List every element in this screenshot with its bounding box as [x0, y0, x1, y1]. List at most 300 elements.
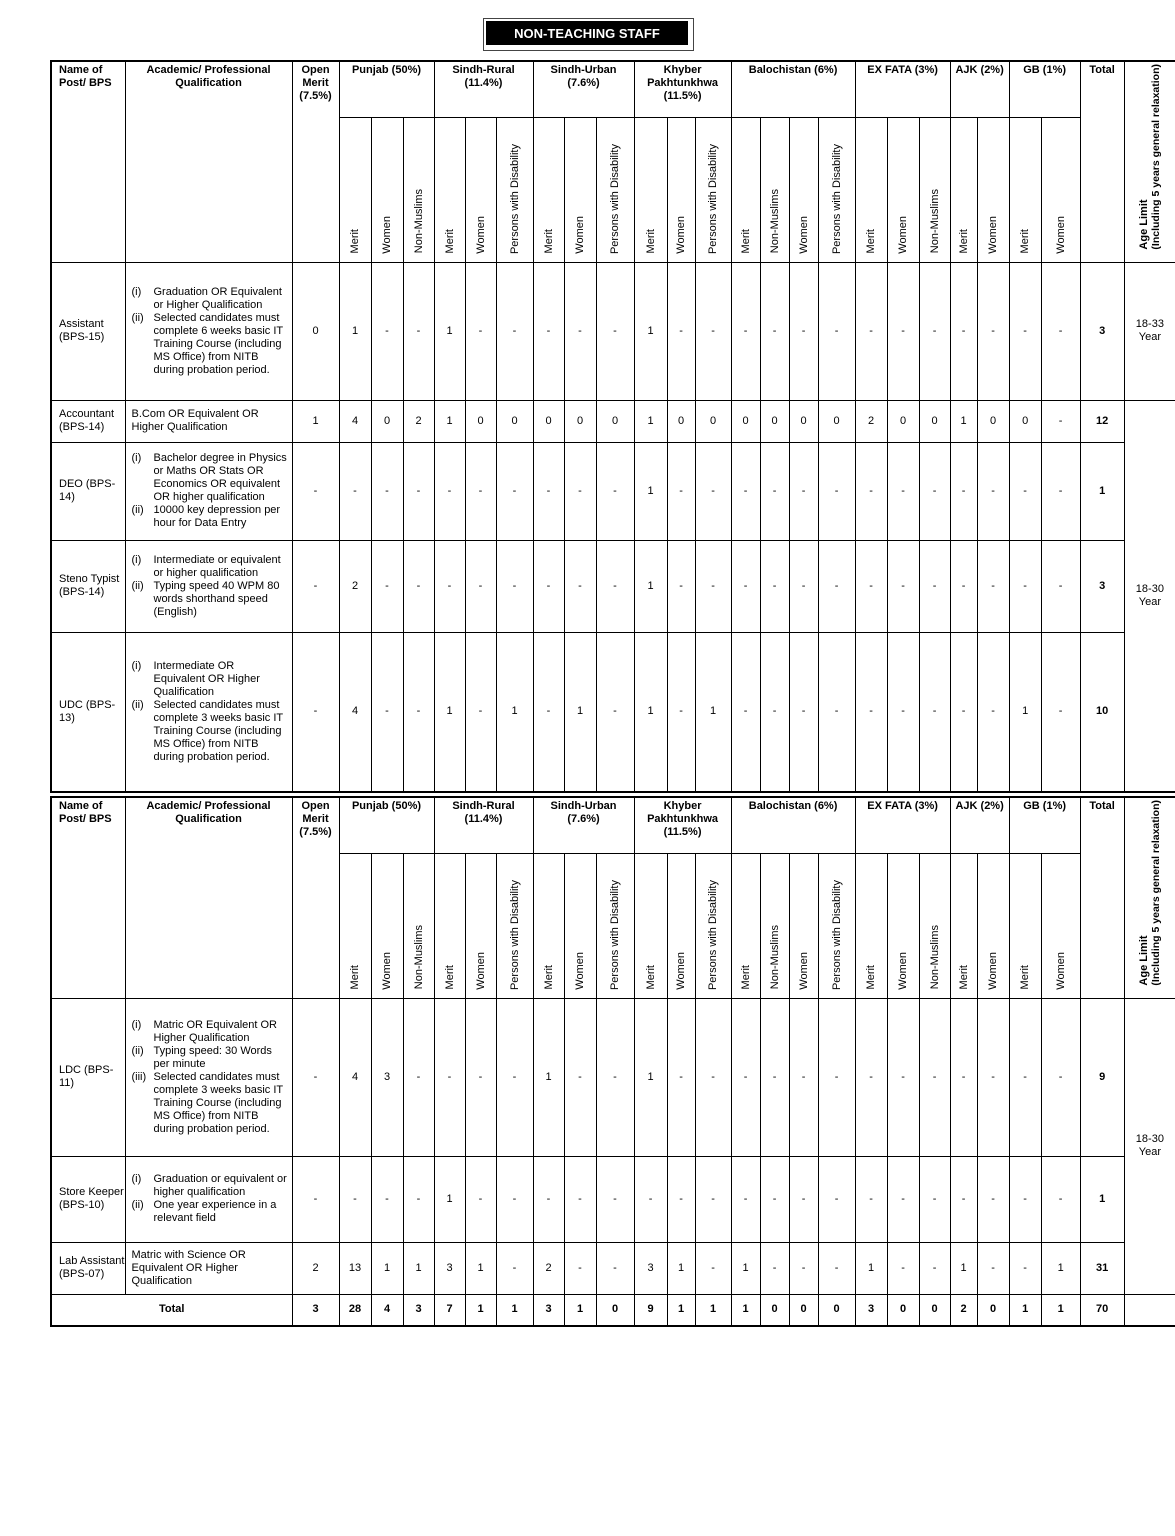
quota-value: -: [1041, 998, 1080, 1156]
quota-value: -: [919, 442, 950, 540]
quota-value: -: [919, 998, 950, 1156]
subcolumn-label: Women: [897, 951, 910, 990]
qualification-cell: [125, 632, 292, 792]
header-sub-5-0: [855, 853, 887, 998]
quota-value: -: [855, 632, 887, 792]
quota-value: -: [1009, 442, 1041, 540]
qualification-number: (ii): [131, 311, 144, 324]
quota-value: -: [887, 632, 919, 792]
quota-value: -: [731, 262, 760, 400]
quota-value: -: [667, 632, 695, 792]
subcolumn-label: Women: [675, 215, 688, 254]
header-open-merit: Open Merit (7.5%): [292, 61, 339, 262]
table-row: [51, 540, 1175, 632]
subcolumn-label: Women: [1054, 215, 1067, 254]
qualification-item: [132, 554, 288, 580]
quota-value: -: [496, 262, 533, 400]
quota-value: -: [855, 1156, 887, 1242]
quota-value: -: [1009, 998, 1041, 1156]
quota-value: 1: [634, 442, 667, 540]
header-sub-0-2: [403, 117, 434, 262]
subcolumn-label: Women: [474, 215, 487, 254]
quota-value: 0: [760, 400, 789, 442]
quota-value: -: [434, 442, 465, 540]
quota-value: -: [596, 442, 634, 540]
qualification-number: (i): [131, 452, 142, 465]
qualification-cell: Matric with Science OR Equivalent OR Higher Qualification: [125, 1242, 292, 1294]
age-limit-value: 18-33 Year: [1124, 262, 1175, 400]
row-total: 9: [1080, 998, 1124, 1156]
qualification-item: [132, 1199, 288, 1225]
post-name: Store Keeper (BPS-10): [51, 1156, 125, 1242]
qualification-text: Selected candidates must complete 6 weeks basic IT Training Course (including MS Office) from NITB during probation period.: [153, 311, 283, 376]
age-limit-value: 18-30 Year: [1124, 998, 1175, 1294]
qualification-item: [132, 504, 288, 530]
quota-value: -: [950, 540, 977, 632]
qualification-item: [132, 452, 288, 504]
qualification-number: (iii): [131, 1070, 147, 1083]
quota-value: -: [855, 262, 887, 400]
quota-value: -: [533, 632, 564, 792]
header-sub-0-1: [371, 853, 403, 998]
quota-value: -: [403, 540, 434, 632]
quota-value: -: [887, 1156, 919, 1242]
quota-value: 1: [434, 262, 465, 400]
row-total: 3: [1080, 262, 1124, 400]
subcolumn-label: Non-Muslims: [412, 925, 425, 990]
header-sub-5-0: [855, 117, 887, 262]
qualification-number: (ii): [131, 1199, 144, 1212]
header-sub-5-1: [887, 117, 919, 262]
post-name: Steno Typist (BPS-14): [51, 540, 125, 632]
header-sub-6-1: [977, 853, 1009, 998]
total-row: [51, 1294, 1175, 1326]
open-merit-value: -: [292, 540, 339, 632]
qualification-cell: [125, 262, 292, 400]
quota-value: -: [789, 1156, 818, 1242]
quota-value: -: [695, 442, 731, 540]
quota-value: -: [403, 632, 434, 792]
subcolumn-label: Women: [381, 951, 393, 990]
header-sub-0-0: [339, 117, 371, 262]
quota-value: -: [695, 540, 731, 632]
quota-value: -: [818, 540, 855, 632]
quota-value: -: [403, 262, 434, 400]
quota-value: -: [919, 540, 950, 632]
header-group-2: Sindh-Urban (7.6%): [533, 797, 634, 853]
total-value: 0: [977, 1294, 1009, 1326]
header-sub-5-1: [887, 853, 919, 998]
quota-value: -: [371, 1156, 403, 1242]
quota-value: -: [950, 262, 977, 400]
header-total: Total: [1080, 797, 1124, 998]
quota-value: -: [950, 632, 977, 792]
qualification-item: [132, 1071, 288, 1136]
table-row: [51, 400, 1175, 442]
quota-value: 1: [434, 400, 465, 442]
quota-value: -: [596, 262, 634, 400]
quota-value: 4: [339, 400, 371, 442]
grand-total: 70: [1080, 1294, 1124, 1326]
quota-value: 1: [695, 632, 731, 792]
header-sub-7-1: [1041, 117, 1080, 262]
qualification-list: [132, 1173, 288, 1225]
quota-value: 2: [533, 1242, 564, 1294]
header-sub-3-0: [634, 853, 667, 998]
subcolumn-label: Persons with Disability: [707, 143, 720, 254]
subcolumn-label: Merit: [349, 229, 361, 254]
post-name: DEO (BPS-14): [51, 442, 125, 540]
quota-value: 1: [434, 1156, 465, 1242]
total-value: 28: [339, 1294, 371, 1326]
subcolumn-label: Merit: [865, 229, 878, 254]
subcolumn-label: Persons with Disability: [508, 143, 521, 254]
quota-value: -: [1009, 540, 1041, 632]
quota-value: -: [667, 540, 695, 632]
qualification-cell: B.Com OR Equivalent OR Higher Qualification: [125, 400, 292, 442]
quota-value: -: [855, 998, 887, 1156]
header-sub-7-0: [1009, 117, 1041, 262]
qualification-text: Typing speed 40 WPM 80 words shorthand speed (English): [153, 579, 280, 618]
quota-value: -: [1041, 400, 1080, 442]
quota-value: 4: [339, 998, 371, 1156]
quota-value: -: [789, 262, 818, 400]
qualification-item: [132, 1019, 288, 1045]
quota-value: 1: [496, 632, 533, 792]
header-sub-6-1: [977, 117, 1009, 262]
qualification-text: Graduation OR Equivalent or Higher Qualification: [153, 285, 282, 311]
post-name: Assistant (BPS-15): [51, 262, 125, 400]
quota-value: -: [465, 1156, 496, 1242]
qualification-item: [132, 312, 288, 377]
quota-value: -: [887, 442, 919, 540]
quota-value: -: [887, 540, 919, 632]
subcolumn-label: Women: [574, 215, 586, 254]
total-value: 1: [564, 1294, 596, 1326]
quota-value: -: [596, 1156, 634, 1242]
quota-value: -: [667, 998, 695, 1156]
table-row: [51, 1242, 1175, 1294]
header-sub-0-0: [339, 853, 371, 998]
quota-value: -: [564, 1242, 596, 1294]
quota-value: -: [760, 262, 789, 400]
quota-value: -: [533, 442, 564, 540]
qualification-text: Matric OR Equivalent OR Higher Qualification: [153, 1018, 277, 1044]
total-value: 1: [667, 1294, 695, 1326]
header-sub-2-1: [564, 853, 596, 998]
quota-value: 1: [339, 262, 371, 400]
open-merit-value: 1: [292, 400, 339, 442]
quota-value: -: [818, 1242, 855, 1294]
quota-value: 0: [465, 400, 496, 442]
quota-value: -: [731, 540, 760, 632]
total-value: 0: [596, 1294, 634, 1326]
quota-value: -: [950, 442, 977, 540]
qualification-cell: [125, 1156, 292, 1242]
quota-value: 1: [950, 400, 977, 442]
header-sub-3-2: [695, 853, 731, 998]
quota-value: 0: [564, 400, 596, 442]
header-group-4: Balochistan (6%): [731, 61, 855, 117]
quota-value: -: [533, 262, 564, 400]
quota-value: -: [371, 540, 403, 632]
header-group-7: GB (1%): [1009, 797, 1080, 853]
qualification-text: 10000 key depression per hour for Data Entry: [153, 504, 281, 530]
qualification-text: Selected candidates must complete 3 weeks basic IT Training Course (including MS Office) from NITB during probation period.: [153, 698, 283, 763]
quota-value: 1: [564, 632, 596, 792]
age-limit-note: (Including 5 years general relaxation): [1149, 800, 1162, 986]
quota-value: 1: [634, 540, 667, 632]
table-row: [51, 998, 1175, 1156]
table-row: [51, 262, 1175, 400]
qualification-item: [132, 286, 288, 312]
header-sub-3-2: [695, 117, 731, 262]
header-sub-5-2: [919, 853, 950, 998]
qualification-list: [132, 452, 288, 530]
subcolumn-label: Non-Muslims: [768, 925, 781, 990]
header-sub-2-2: [596, 117, 634, 262]
quota-value: -: [789, 540, 818, 632]
quota-value: -: [403, 442, 434, 540]
quota-value: -: [465, 632, 496, 792]
quota-value: -: [919, 1242, 950, 1294]
subcolumn-label: Persons with Disability: [830, 879, 843, 990]
subcolumn-label: Merit: [443, 229, 456, 254]
quota-value: -: [977, 632, 1009, 792]
subcolumn-label: Persons with Disability: [609, 879, 622, 990]
header-sub-3-0: [634, 117, 667, 262]
qualification-text: Typing speed: 30 Words per minute: [153, 1044, 272, 1070]
subcolumn-label: Merit: [644, 965, 657, 990]
subcolumn-label: Women: [797, 951, 810, 990]
header-sub-4-1: [760, 853, 789, 998]
quota-value: 0: [371, 400, 403, 442]
quota-value: -: [564, 442, 596, 540]
qualification-number: (i): [131, 1173, 142, 1186]
header-sub-4-2: [789, 117, 818, 262]
total-value: 1: [1009, 1294, 1041, 1326]
subcolumn-label: Women: [574, 951, 586, 990]
quota-value: 3: [634, 1242, 667, 1294]
quota-value: -: [667, 262, 695, 400]
quota-value: 13: [339, 1242, 371, 1294]
qualification-list: [132, 660, 288, 764]
quota-value: -: [789, 1242, 818, 1294]
quota-value: -: [760, 442, 789, 540]
quota-value: -: [977, 540, 1009, 632]
header-sub-4-1: [760, 117, 789, 262]
quota-value: 3: [371, 998, 403, 1156]
total-value: 1: [731, 1294, 760, 1326]
quota-value: -: [465, 262, 496, 400]
total-value: 3: [533, 1294, 564, 1326]
quota-value: 2: [339, 540, 371, 632]
quota-value: -: [818, 632, 855, 792]
quota-value: -: [465, 540, 496, 632]
subcolumn-label: Merit: [865, 965, 878, 990]
quota-value: 2: [855, 400, 887, 442]
header-name-of-post: Name of Post/ BPS: [51, 797, 125, 998]
quota-value: 0: [818, 400, 855, 442]
quota-value: -: [496, 1156, 533, 1242]
quota-value: 1: [634, 262, 667, 400]
subcolumn-label: Merit: [349, 965, 361, 990]
quota-value: -: [760, 632, 789, 792]
total-value: 3: [855, 1294, 887, 1326]
quota-value: 0: [695, 400, 731, 442]
subcolumn-label: Women: [987, 215, 1000, 254]
total-value: 7: [434, 1294, 465, 1326]
total-value: 0: [887, 1294, 919, 1326]
table-row: [51, 442, 1175, 540]
subcolumn-label: Merit: [739, 965, 752, 990]
header-row-groups: [51, 61, 1175, 117]
qualification-text: Bachelor degree in Physics or Maths OR Stats OR Economics OR equivalent OR higher qualification: [153, 452, 287, 504]
quota-value: -: [371, 262, 403, 400]
quota-value: -: [760, 998, 789, 1156]
qualification-item: [132, 699, 288, 764]
subcolumn-label: Merit: [1019, 229, 1032, 254]
page-title: NON-TEACHING STAFF: [486, 21, 688, 45]
age-limit-label: [1138, 64, 1162, 250]
header-sub-4-0: [731, 117, 760, 262]
quota-value: -: [887, 1242, 919, 1294]
header-group-1: Sindh-Rural (11.4%): [434, 797, 533, 853]
quota-value: 0: [977, 400, 1009, 442]
qualification-list: [132, 286, 288, 377]
qualification-number: (i): [131, 659, 142, 672]
qualification-cell: [125, 540, 292, 632]
quota-value: -: [887, 998, 919, 1156]
quota-value: 1: [1041, 1242, 1080, 1294]
subcolumn-label: Merit: [1019, 965, 1032, 990]
quota-table-1: [50, 60, 1175, 793]
subcolumn-label: Non-Muslims: [768, 189, 781, 254]
quota-value: -: [403, 998, 434, 1156]
subcolumn-label: Merit: [542, 965, 555, 990]
subcolumn-label: Merit: [957, 965, 970, 990]
header-sub-1-0: [434, 117, 465, 262]
header-group-0: Punjab (50%): [339, 61, 434, 117]
quota-value: 1: [634, 400, 667, 442]
quota-value: -: [533, 1156, 564, 1242]
header-sub-2-0: [533, 853, 564, 998]
quota-value: -: [855, 442, 887, 540]
quota-value: 1: [371, 1242, 403, 1294]
post-name: UDC (BPS-13): [51, 632, 125, 792]
post-name: LDC (BPS-11): [51, 998, 125, 1156]
open-merit-value: -: [292, 1156, 339, 1242]
subcolumn-label: Persons with Disability: [609, 143, 622, 254]
subcolumn-label: Persons with Disability: [707, 879, 720, 990]
quota-value: -: [1009, 1242, 1041, 1294]
quota-value: 0: [887, 400, 919, 442]
quota-value: -: [731, 998, 760, 1156]
header-age-limit: [1124, 61, 1175, 262]
header-group-3: Khyber Pakhtunkhwa (11.5%): [634, 61, 731, 117]
quota-value: -: [919, 632, 950, 792]
quota-value: -: [564, 540, 596, 632]
header-total: Total: [1080, 61, 1124, 262]
subcolumn-label: Women: [797, 215, 810, 254]
quota-value: -: [496, 442, 533, 540]
quota-value: -: [564, 998, 596, 1156]
total-value: 0: [919, 1294, 950, 1326]
qualification-text: Intermediate OR Equivalent OR Higher Qualification: [153, 659, 260, 698]
qualification-number: (i): [131, 1018, 142, 1031]
quota-value: -: [977, 442, 1009, 540]
quota-value: -: [667, 1156, 695, 1242]
quota-value: -: [1041, 632, 1080, 792]
quota-value: -: [596, 998, 634, 1156]
quota-value: -: [1009, 1156, 1041, 1242]
header-sub-1-2: [496, 117, 533, 262]
quota-value: -: [434, 540, 465, 632]
quota-value: 1: [667, 1242, 695, 1294]
age-limit-note: (Including 5 years general relaxation): [1149, 64, 1162, 250]
quota-value: 0: [1009, 400, 1041, 442]
quota-value: -: [789, 442, 818, 540]
qualification-list: [132, 1019, 288, 1136]
table-row: [51, 632, 1175, 792]
quota-value: 2: [403, 400, 434, 442]
quota-value: 0: [789, 400, 818, 442]
qualification-cell: [125, 998, 292, 1156]
header-group-3: Khyber Pakhtunkhwa (11.5%): [634, 797, 731, 853]
qualification-item: [132, 660, 288, 699]
quota-value: -: [1041, 442, 1080, 540]
quota-value: -: [760, 1156, 789, 1242]
qualification-item: [132, 1045, 288, 1071]
row-total: 1: [1080, 442, 1124, 540]
quota-value: -: [596, 632, 634, 792]
post-name: Lab Assistant (BPS-07): [51, 1242, 125, 1294]
quota-value: 1: [403, 1242, 434, 1294]
quota-value: -: [1041, 1156, 1080, 1242]
subcolumn-label: Merit: [542, 229, 555, 254]
qualification-list: [132, 554, 288, 619]
header-sub-4-0: [731, 853, 760, 998]
qualification-number: (i): [131, 285, 142, 298]
quota-value: 1: [465, 1242, 496, 1294]
quota-value: -: [1041, 262, 1080, 400]
header-group-5: EX FATA (3%): [855, 61, 950, 117]
open-merit-value: -: [292, 632, 339, 792]
header-sub-4-3: [818, 853, 855, 998]
quota-value: -: [596, 1242, 634, 1294]
age-limit-title: Age Limit: [1137, 199, 1150, 250]
quota-value: 0: [496, 400, 533, 442]
quota-value: -: [434, 998, 465, 1156]
quota-value: -: [731, 1156, 760, 1242]
total-value: 9: [634, 1294, 667, 1326]
header-sub-4-2: [789, 853, 818, 998]
quota-value: 0: [596, 400, 634, 442]
quota-value: 1: [950, 1242, 977, 1294]
total-value: 2: [950, 1294, 977, 1326]
subcolumn-label: Women: [987, 951, 1000, 990]
subcolumn-label: Women: [1054, 951, 1067, 990]
quota-value: -: [403, 1156, 434, 1242]
qualification-cell: [125, 442, 292, 540]
table-row: [51, 1156, 1175, 1242]
header-sub-1-2: [496, 853, 533, 998]
quota-value: -: [977, 1156, 1009, 1242]
row-total: 10: [1080, 632, 1124, 792]
quota-value: 0: [919, 400, 950, 442]
quota-value: -: [760, 1242, 789, 1294]
qualification-text: Intermediate or equivalent or higher qualification: [153, 553, 281, 579]
